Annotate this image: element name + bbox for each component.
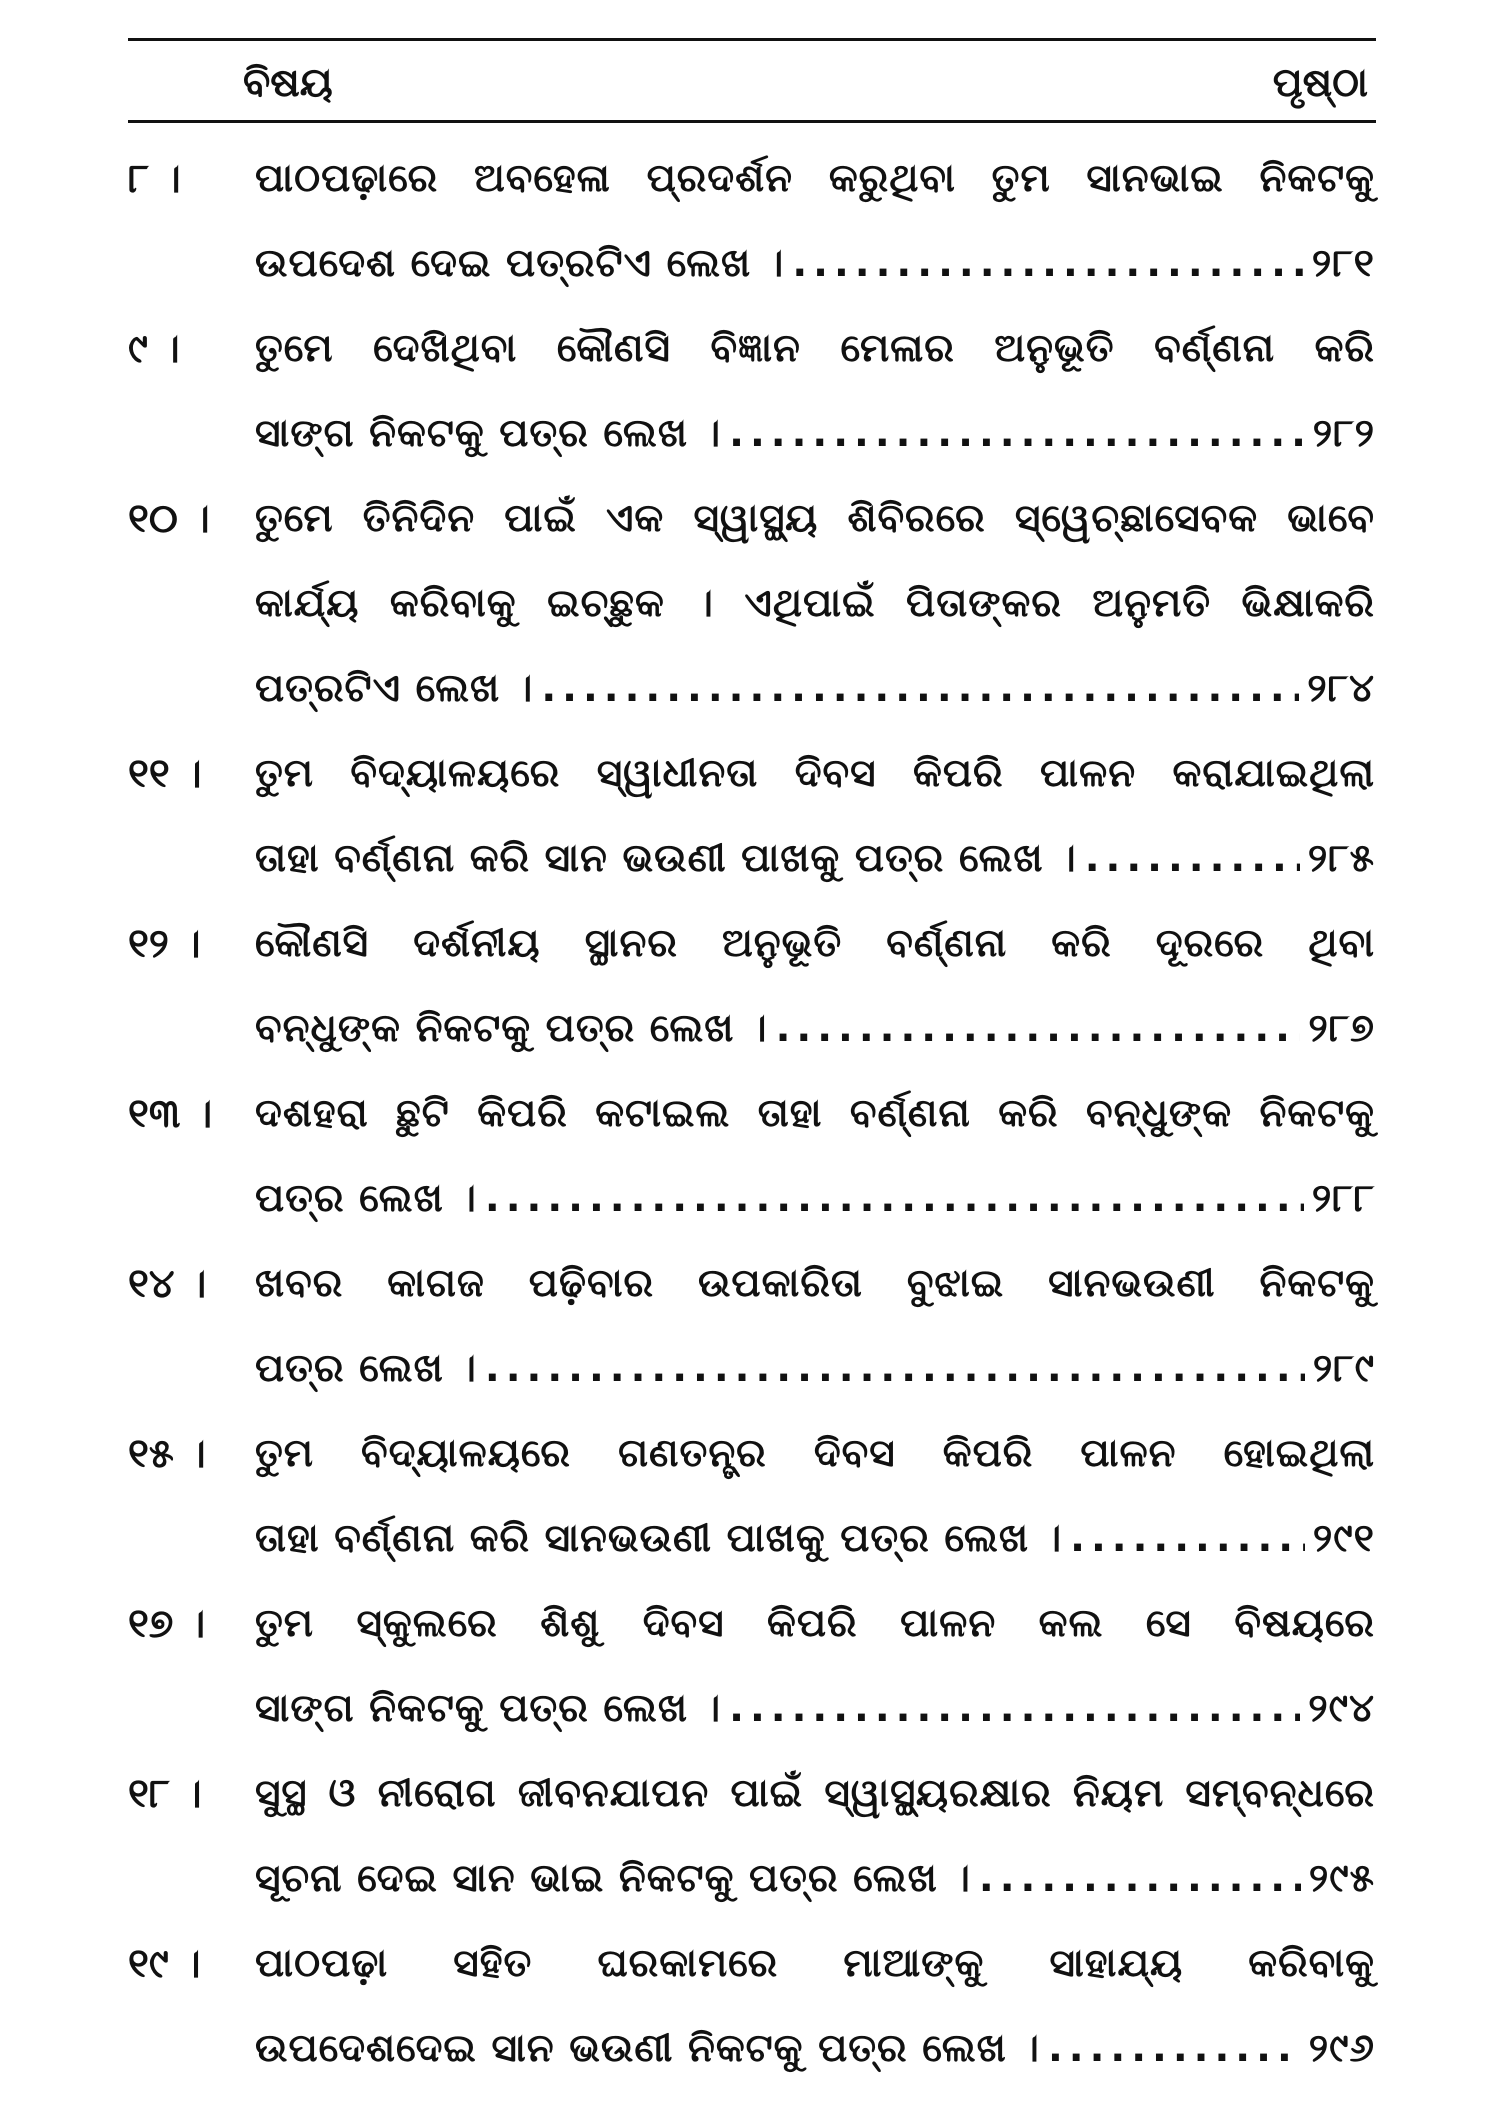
entry-number: ୧୧ । <box>128 751 202 797</box>
entry-title-final: ଉପଦେଶ ଦେଇ ପତ୍ରଟିଏ ଲେଖ । <box>255 241 785 286</box>
toc-entry-last-line <box>0 401 1500 486</box>
entry-number: ୧୦ । <box>128 496 210 542</box>
toc-entry-last-line <box>0 826 1500 911</box>
entry-leader-row <box>255 666 1375 711</box>
toc-entry-line <box>0 486 1500 571</box>
entry-title-final: ସାଙ୍ଗ ନିକଟକୁ ପତ୍ର ଲେଖ । <box>255 1686 722 1731</box>
toc-entry <box>0 1421 1500 1591</box>
entry-number: ୧୯ । <box>128 1941 201 1987</box>
entry-title-line: ଖବର କାଗଜ ପଢ଼ିବାର ଉପକାରିତା ବୁଝାଇ ସାନଭଉଣୀ ନିକଟକୁ <box>255 1261 1375 1306</box>
entry-number: ୧୫ । <box>128 1431 206 1477</box>
entry-title-line: ତୁମ ସ୍କୁଲରେ ଶିଶୁ ଦିବସ କିପରି ପାଳନ କଲ ସେ ବିଷୟରେ <box>255 1601 1375 1646</box>
dot-leader <box>792 241 1304 286</box>
page-number: ୨୮୫ <box>1307 836 1375 881</box>
toc-entry-line <box>0 911 1500 996</box>
toc-entry-last-line <box>0 1336 1500 1421</box>
dot-leader <box>485 1176 1304 1221</box>
page-number: ୨୮୮ <box>1311 1176 1375 1221</box>
entry-title-line: କାର୍ଯ୍ୟ କରିବାକୁ ଇଚ୍ଛୁକ । ଏଥିପାଇଁ ପିତାଙ୍କର ଅନୁମତି ଭିକ୍ଷାକରି <box>255 581 1375 626</box>
toc-entry <box>0 316 1500 486</box>
dot-leader <box>729 1686 1300 1731</box>
page-number: ୨୮୧ <box>1311 241 1375 286</box>
toc-entry-line <box>0 1421 1500 1506</box>
toc-header <box>128 52 1376 112</box>
toc-entry-line <box>0 1081 1500 1166</box>
entry-leader-row <box>255 241 1375 286</box>
toc-entry-last-line <box>0 1676 1500 1761</box>
toc-entry <box>0 1591 1500 1761</box>
entry-title-final: ପତ୍ର ଲେଖ । <box>255 1346 477 1391</box>
entry-title-final: ଉପଦେଶଦେଇ ସାନ ଭଉଣୀ ନିକଟକୁ ପତ୍ର ଲେଖ । <box>255 2026 1040 2071</box>
toc-entry <box>0 1931 1500 2101</box>
entry-leader-row <box>255 1856 1375 1901</box>
page-number: ୨୯୧ <box>1312 1516 1375 1561</box>
toc-entry <box>0 1251 1500 1421</box>
entry-number: ୧୩ । <box>128 1091 213 1137</box>
toc-entry <box>0 146 1500 316</box>
entry-leader-row <box>255 1686 1375 1731</box>
page-number: ୨୮୨ <box>1312 411 1375 456</box>
entry-number: ୧୮ । <box>128 1771 202 1817</box>
toc-entry-last-line <box>0 231 1500 316</box>
toc-entry <box>0 1761 1500 1931</box>
page-number: ୨୯୫ <box>1308 1856 1375 1901</box>
dot-leader <box>1048 2026 1301 2071</box>
toc-entry-line <box>0 1931 1500 2016</box>
entry-title-line: ପାଠପଢ଼ା ସହିତ ଘରକାମରେ ମାଆଙ୍କୁ ସାହାଯ୍ୟ କରିବାକୁ <box>255 1941 1375 1986</box>
toc-entry-last-line <box>0 656 1500 741</box>
entry-leader-row <box>255 1006 1375 1051</box>
entry-number: ୧୭ । <box>128 1601 206 1647</box>
toc-entry <box>0 911 1500 1081</box>
entry-number: ୧୨ । <box>128 921 201 967</box>
toc-entry-last-line <box>0 1846 1500 1931</box>
entry-number: ୮ । <box>128 156 181 202</box>
dot-leader <box>776 1006 1301 1051</box>
entry-leader-row <box>255 2026 1375 2071</box>
page-column-label: ପୃଷ୍ଠା <box>1272 60 1368 106</box>
page-number: ୨୮୭ <box>1308 1006 1375 1051</box>
entry-title-final: ବନ୍ଧୁଙ୍କ ନିକଟକୁ ପତ୍ର ଲେଖ । <box>255 1006 768 1051</box>
toc-entry <box>0 1081 1500 1251</box>
entry-leader-row <box>255 836 1375 881</box>
page-number: ୨୮୯ <box>1312 1346 1375 1391</box>
toc-list <box>0 146 1500 2101</box>
entry-title-line: ତୁମ ବିଦ୍ୟାଳୟରେ ଗଣତନ୍ତ୍ର ଦିବସ କିପରି ପାଳନ ହୋଇଥିଲା <box>255 1431 1375 1476</box>
entry-title-line: ସୁସ୍ଥ ଓ ନୀରୋଗ ଜୀବନଯାପନ ପାଇଁ ସ୍ୱାସ୍ଥ୍ୟରକ୍ଷାର ନିୟମ ସମ୍ବନ୍ଧରେ <box>255 1771 1375 1816</box>
entry-title-line: କୌଣସି ଦର୍ଶନୀୟ ସ୍ଥାନର ଅନୁଭୂତି ବର୍ଣ୍ଣନା କରି ଦୂରରେ ଥିବା <box>255 921 1375 966</box>
entry-leader-row <box>255 1516 1375 1561</box>
entry-title-final: ସାଙ୍ଗ ନିକଟକୁ ପତ୍ର ଲେଖ । <box>255 411 722 456</box>
dot-leader <box>1070 1516 1305 1561</box>
entry-title-line: ତୁମ ବିଦ୍ୟାଳୟରେ ସ୍ୱାଧୀନତା ଦିବସ କିପରି ପାଳନ କରାଯାଇଥିଲା <box>255 751 1375 796</box>
toc-entry-line <box>0 146 1500 231</box>
entry-title-final: ସୂଚନା ଦେଇ ସାନ ଭାଇ ନିକଟକୁ ପତ୍ର ଲେଖ । <box>255 1856 971 1901</box>
entry-title-line: ପାଠପଢ଼ାରେ ଅବହେଳା ପ୍ରଦର୍ଶନ କରୁଥିବା ତୁମ ସାନଭାଇ ନିକଟକୁ <box>255 156 1375 201</box>
toc-entry-last-line <box>0 1166 1500 1251</box>
entry-title-final: ପତ୍ର ଲେଖ । <box>255 1176 477 1221</box>
subject-column-label: ବିଷୟ <box>243 60 333 106</box>
entry-title-line: ତୁମେ ତିନିଦିନ ପାଇଁ ଏକ ସ୍ୱାସ୍ଥ୍ୟ ଶିବିରରେ ସ୍ୱେଚ୍ଛାସେବକ ଭାବେ <box>255 496 1375 541</box>
toc-entry-last-line <box>0 2016 1500 2101</box>
toc-entry-line <box>0 741 1500 826</box>
entry-title-line: ଦଶହରା ଛୁଟି କିପରି କଟାଇଲ ତାହା ବର୍ଣ୍ଣନା କରି ବନ୍ଧୁଙ୍କ ନିକଟକୁ <box>255 1091 1375 1136</box>
entry-leader-row <box>255 1176 1375 1221</box>
toc-entry-last-line <box>0 996 1500 1081</box>
toc-entry-line <box>0 1251 1500 1336</box>
entry-title-final: ତାହା ବର୍ଣ୍ଣନା କରି ସାନ ଭଉଣୀ ପାଖକୁ ପତ୍ର ଲେଖ । <box>255 836 1077 881</box>
page-number: ୨୯୪ <box>1308 1686 1375 1731</box>
page-number: ୨୯୬ <box>1308 2026 1375 2071</box>
entry-title-line: ତୁମେ ଦେଖିଥିବା କୌଣସି ବିଜ୍ଞାନ ମେଳାର ଅନୁଭୂତି ବର୍ଣ୍ଣନା କରି <box>255 326 1375 371</box>
toc-entry-line <box>0 316 1500 401</box>
dot-leader <box>1085 836 1300 881</box>
dot-leader <box>485 1346 1305 1391</box>
toc-entry <box>0 486 1500 741</box>
dot-leader <box>729 411 1305 456</box>
toc-entry-line <box>0 1761 1500 1846</box>
entry-title-final: ତାହା ବର୍ଣ୍ଣନା କରି ସାନଭଉଣୀ ପାଖକୁ ପତ୍ର ଲେଖ । <box>255 1516 1063 1561</box>
entry-leader-row <box>255 411 1375 456</box>
header-underline <box>128 120 1376 123</box>
toc-entry <box>0 741 1500 911</box>
top-rule <box>128 38 1376 41</box>
toc-entry-last-line <box>0 1506 1500 1591</box>
toc-entry-line <box>0 571 1500 656</box>
page-number: ୨୮୪ <box>1307 666 1375 711</box>
entry-number: ୯ । <box>128 326 180 372</box>
entry-leader-row <box>255 1346 1375 1391</box>
dot-leader <box>541 666 1299 711</box>
entry-title-final: ପତ୍ରଟିଏ ଲେଖ । <box>255 666 534 711</box>
dot-leader <box>979 1856 1301 1901</box>
toc-entry-line <box>0 1591 1500 1676</box>
entry-number: ୧୪ । <box>128 1261 207 1307</box>
